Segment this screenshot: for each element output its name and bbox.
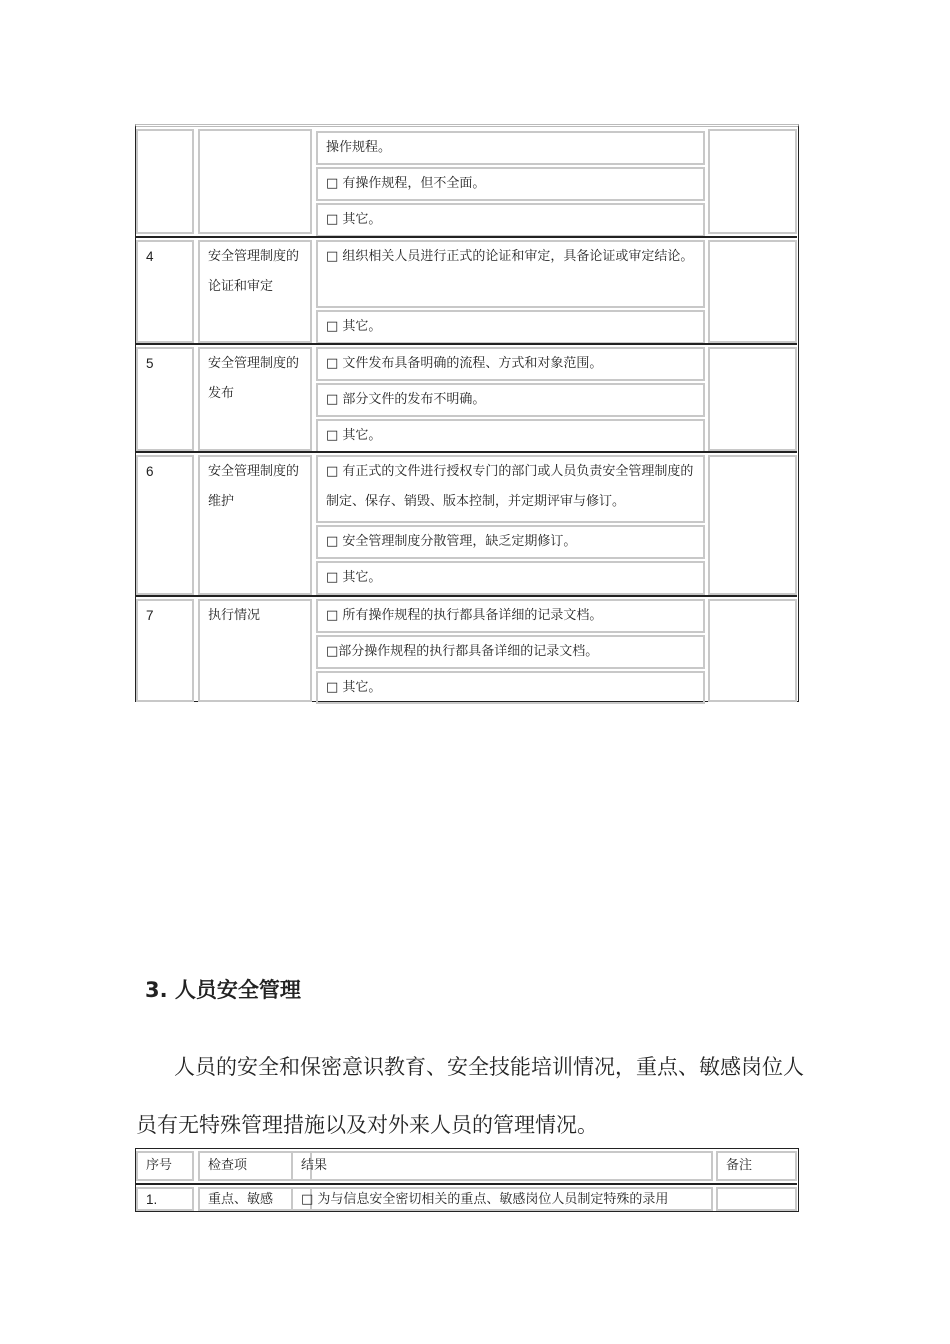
note-cell xyxy=(708,129,797,234)
check-item: 重点、敏感 xyxy=(198,1187,312,1211)
note-cell xyxy=(708,599,797,702)
result-option: □ 其它。 xyxy=(316,310,705,344)
section-paragraph: 人员的安全和保密意识教育、安全技能培训情况，重点、敏感岗位人员有无特殊管理措施以及对外来人员的管理情况。 xyxy=(136,1055,804,1137)
result-cell xyxy=(316,599,705,702)
table-header-row xyxy=(136,1149,797,1183)
check-item: 安全管理制度的发布 xyxy=(198,347,312,451)
table-row xyxy=(136,1183,797,1213)
check-item: 执行情况 xyxy=(198,599,312,702)
row-number: 1. xyxy=(136,1187,194,1211)
result-option: □ 其它。 xyxy=(316,561,705,595)
section-heading: 3. 人员安全管理 xyxy=(145,978,301,1002)
result-option: □ 所有操作规程的执行都具备详细的记录文档。 xyxy=(316,599,705,633)
header-result: 结果 xyxy=(291,1151,713,1181)
personnel-security-table xyxy=(135,1148,799,1212)
result-option: □ 安全管理制度分散管理，缺乏定期修订。 xyxy=(316,525,705,559)
row-number: 5 xyxy=(136,347,194,451)
row-number: 4 xyxy=(136,240,194,343)
note-cell xyxy=(716,1187,797,1211)
table-row xyxy=(136,595,797,704)
header-item: 检查项 xyxy=(198,1151,312,1181)
result-cell xyxy=(316,347,705,451)
row-number xyxy=(136,129,194,234)
result-option: □ 部分文件的发布不明确。 xyxy=(316,383,705,417)
security-policy-table xyxy=(135,124,799,702)
table-row xyxy=(136,236,797,345)
result-option: □ 文件发布具备明确的流程、方式和对象范围。 xyxy=(316,347,705,381)
header-note: 备注 xyxy=(716,1151,797,1181)
note-cell xyxy=(708,347,797,451)
check-item: 安全管理制度的维护 xyxy=(198,455,312,595)
row-number: 6 xyxy=(136,455,194,595)
result-option: □ 有操作规程，但不全面。 xyxy=(316,167,705,201)
result-option: □部分操作规程的执行都具备详细的记录文档。 xyxy=(316,635,705,669)
result-option: □ 有正式的文件进行授权专门的部门或人员负责安全管理制度的制定、保存、销毁、版本控制，并定期评审与修订。 xyxy=(316,455,705,523)
check-item: 安全管理制度的论证和审定 xyxy=(198,240,312,343)
header-num: 序号 xyxy=(136,1151,194,1181)
result-option: □ 其它。 xyxy=(316,671,705,704)
result-option: □ 为与信息安全密切相关的重点、敏感岗位人员制定特殊的录用 xyxy=(291,1187,713,1211)
note-cell xyxy=(708,240,797,343)
table-row xyxy=(136,127,797,236)
result-option: □ 其它。 xyxy=(316,419,705,453)
check-item xyxy=(198,129,312,234)
note-cell xyxy=(708,455,797,595)
result-cell xyxy=(316,129,705,234)
result-option: 操作规程。 xyxy=(316,131,705,165)
result-option: □ 其它。 xyxy=(316,203,705,237)
table-row xyxy=(136,451,797,597)
result-cell xyxy=(316,240,705,343)
result-option: □ 组织相关人员进行正式的论证和审定，具备论证或审定结论。 xyxy=(316,240,705,308)
table-row xyxy=(136,343,797,453)
result-cell xyxy=(316,455,705,595)
row-number: 7 xyxy=(136,599,194,702)
